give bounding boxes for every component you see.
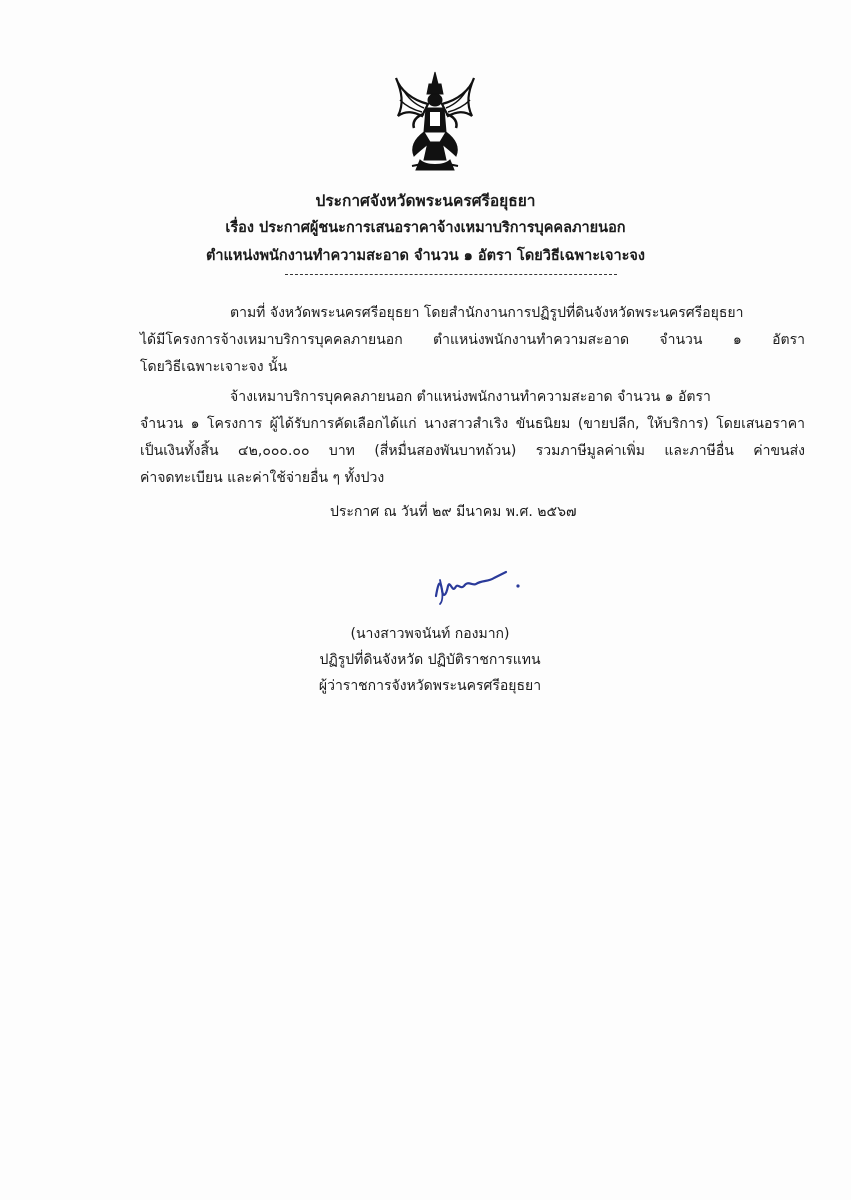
paragraph2-line3: เป็นเงินทั้งสิ้น ๔๒,๐๐๐.๐๐ บาท (สี่หมื่นสองพันบาทถ้วน) รวมภาษีมูลค่าเพิ่ม และภาษีอื่น ค่าขนส่ง bbox=[140, 443, 805, 459]
paragraph1-line1: ตามที่ จังหวัดพระนครศรีอยุธยา โดยสำนักงานการปฏิรูปที่ดินจังหวัดพระนครศรีอยุธยา bbox=[230, 305, 744, 321]
document-subject: เรื่อง ประกาศผู้ชนะการเสนอราคาจ้างเหมาบริการบุคคลภายนอก bbox=[225, 220, 626, 236]
signer-position-1: ปฏิรูปที่ดินจังหวัด ปฏิบัติราชการแทน bbox=[319, 652, 541, 668]
announce-date: ประกาศ ณ วันที่ ๒๙ มีนาคม พ.ศ. ๒๕๖๗ bbox=[330, 504, 577, 520]
paragraph2-line4: ค่าจดทะเบียน และค่าใช้จ่ายอื่น ๆ ทั้งปวง bbox=[140, 470, 385, 486]
garuda-emblem-icon bbox=[392, 70, 478, 174]
paragraph1-line3: โดยวิธีเฉพาะเจาะจง นั้น bbox=[140, 359, 288, 375]
header-divider bbox=[285, 274, 617, 275]
paragraph2-line1: จ้างเหมาบริการบุคคลภายนอก ตำแหน่งพนักงานทำความสะอาด จำนวน ๑ อัตรา bbox=[230, 389, 711, 405]
signer-position-2: ผู้ว่าราชการจังหวัดพระนครศรีอยุธยา bbox=[318, 678, 542, 694]
paragraph1-line2: ได้มีโครงการจ้างเหมาบริการบุคคลภายนอก ตำแหน่งพนักงานทำความสะอาด จำนวน ๑ อัตรา bbox=[140, 332, 805, 348]
signer-name: (นางสาวพจนันท์ กองมาก) bbox=[350, 626, 510, 642]
paragraph2-line2: จำนวน ๑ โครงการ ผู้ได้รับการคัดเลือกได้แก่ นางสาวสำเริง ขันธนิยม (ขายปลีก, ให้บริการ) โดยเสนอราคา bbox=[140, 416, 805, 432]
document-title: ประกาศจังหวัดพระนครศรีอยุธยา bbox=[315, 192, 536, 210]
document-position: ตำแหน่งพนักงานทำความสะอาด จำนวน ๑ อัตรา โดยวิธีเฉพาะเจาะจง bbox=[205, 248, 645, 264]
signature-image bbox=[428, 566, 528, 606]
